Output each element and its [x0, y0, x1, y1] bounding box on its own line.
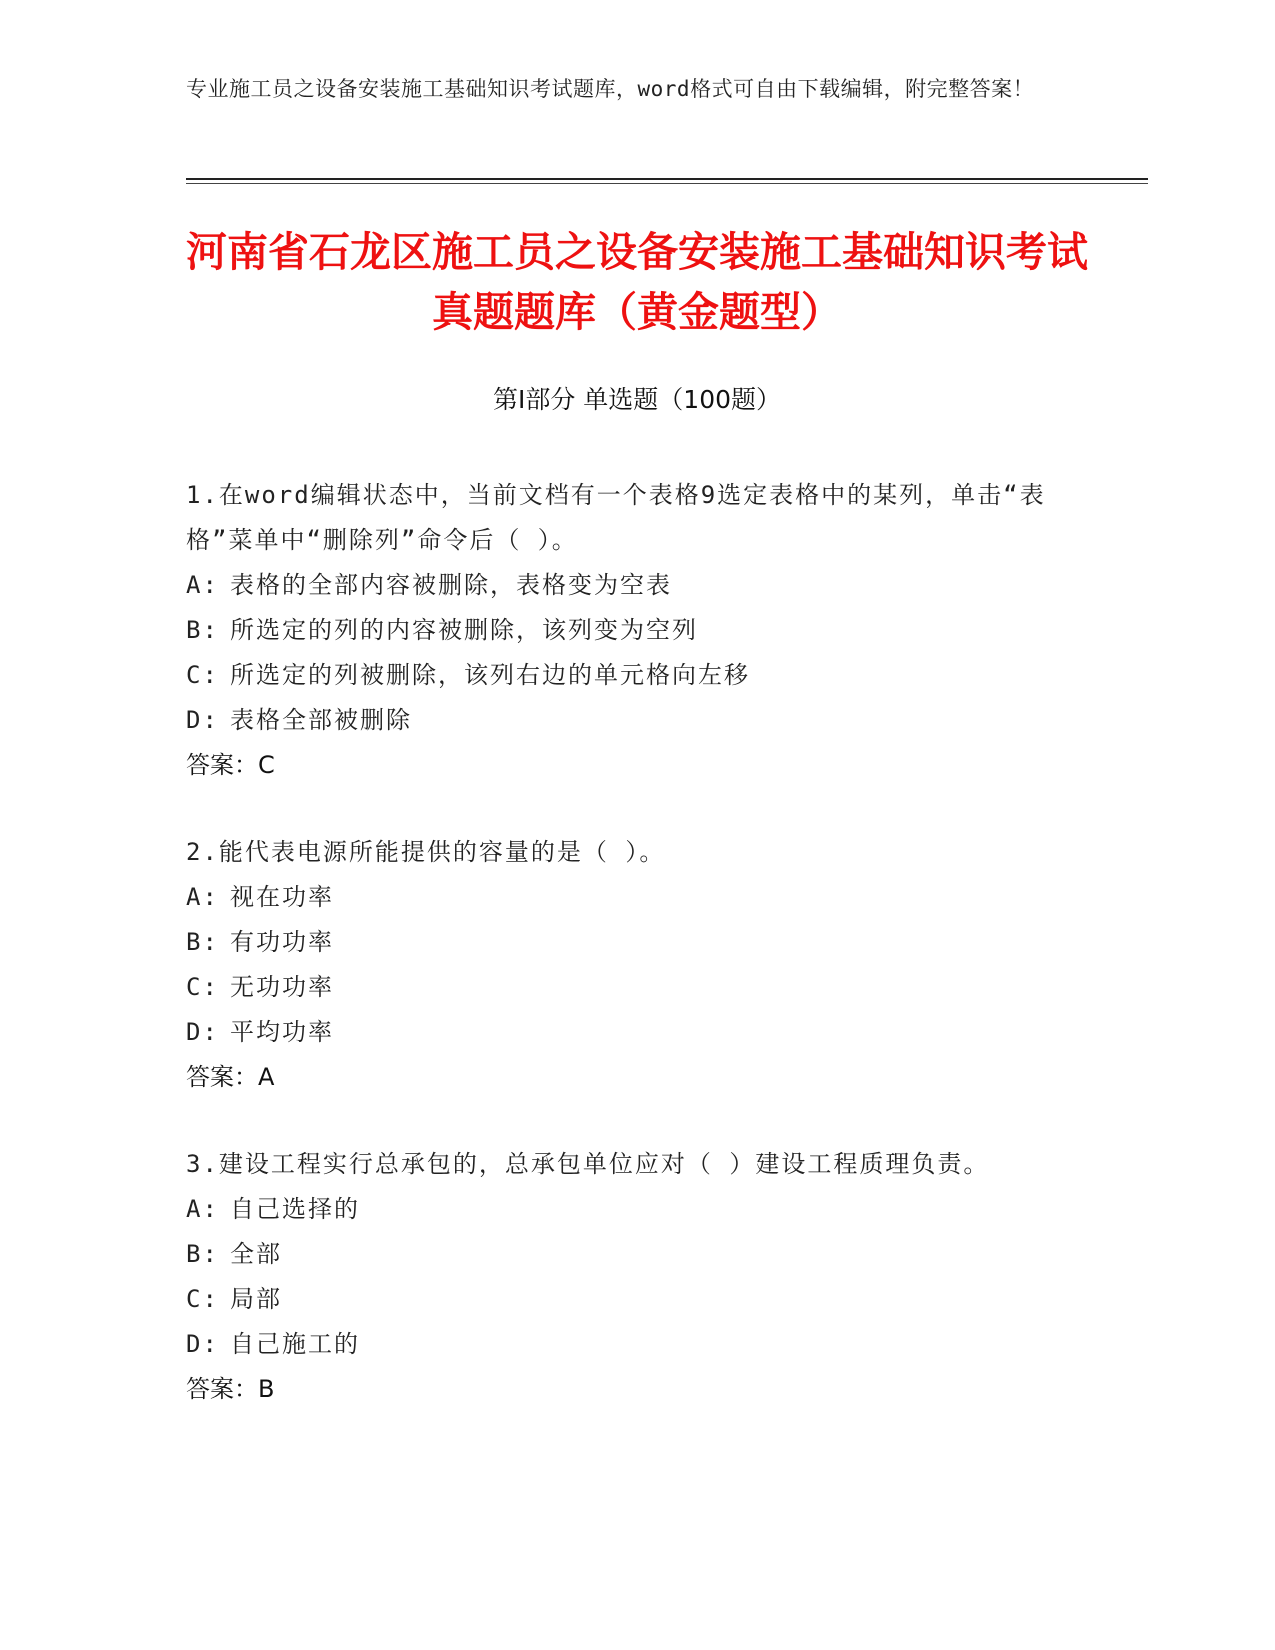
option-key: A: [186, 883, 219, 911]
option-text: 局部 [230, 1285, 282, 1313]
option-b [186, 1232, 1086, 1277]
section-title: 第Ⅰ部分 单选题（100题） [492, 385, 782, 414]
option-text: 有功功率 [230, 928, 334, 956]
option-a [186, 1187, 1086, 1232]
option-b [186, 920, 1086, 965]
option-key: B: [186, 1240, 219, 1268]
option-key: C: [186, 1285, 219, 1313]
option-d [186, 1010, 1086, 1055]
answer: 答案：A [186, 1063, 275, 1091]
question-1 [186, 473, 1086, 788]
option-key: A: [186, 571, 219, 599]
option-text: 表格全部被删除 [230, 706, 412, 734]
document-title: 河南省石龙区施工员之设备安装施工基础知识考试真题题库（黄金题型） [186, 228, 1088, 336]
option-d [186, 698, 1086, 743]
question-text: 3.建设工程实行总承包的，总承包单位应对（ ）建设工程质理负责。 [186, 1150, 990, 1178]
option-a [186, 875, 1086, 920]
option-b [186, 608, 1086, 653]
option-key: D: [186, 1330, 219, 1358]
option-key: D: [186, 706, 219, 734]
option-text: 自己选择的 [230, 1195, 360, 1223]
option-c [186, 965, 1086, 1010]
option-key: A: [186, 1195, 219, 1223]
option-key: C: [186, 973, 219, 1001]
header-divider [186, 178, 1148, 180]
option-text: 平均功率 [230, 1018, 334, 1046]
question-text: 1.在word编辑状态中，当前文档有一个表格9选定表格中的某列，单击“表格”菜单中“删除列”命令后（ ）。 [186, 481, 1046, 554]
option-key: C: [186, 661, 219, 689]
header-note: 专业施工员之设备安装施工基础知识考试题库，word格式可自由下载编辑，附完整答案！ [186, 77, 1035, 101]
answer: 答案：C [186, 751, 275, 779]
option-text: 全部 [230, 1240, 282, 1268]
option-d [186, 1322, 1086, 1367]
option-key: B: [186, 616, 219, 644]
option-text: 无功功率 [230, 973, 334, 1001]
option-text: 表格的全部内容被删除，表格变为空表 [230, 571, 672, 599]
question-list [186, 473, 1086, 1454]
option-key: B: [186, 928, 219, 956]
header-divider-thin [186, 183, 1148, 184]
question-text: 2.能代表电源所能提供的容量的是（ ）。 [186, 838, 666, 866]
option-key: D: [186, 1018, 219, 1046]
option-a [186, 563, 1086, 608]
question-2 [186, 830, 1086, 1100]
option-c [186, 653, 1086, 698]
option-c [186, 1277, 1086, 1322]
question-3 [186, 1142, 1086, 1412]
option-text: 自己施工的 [230, 1330, 360, 1358]
option-text: 视在功率 [230, 883, 334, 911]
answer: 答案：B [186, 1375, 275, 1403]
option-text: 所选定的列的内容被删除，该列变为空列 [230, 616, 698, 644]
option-text: 所选定的列被删除，该列右边的单元格向左移 [230, 661, 750, 689]
